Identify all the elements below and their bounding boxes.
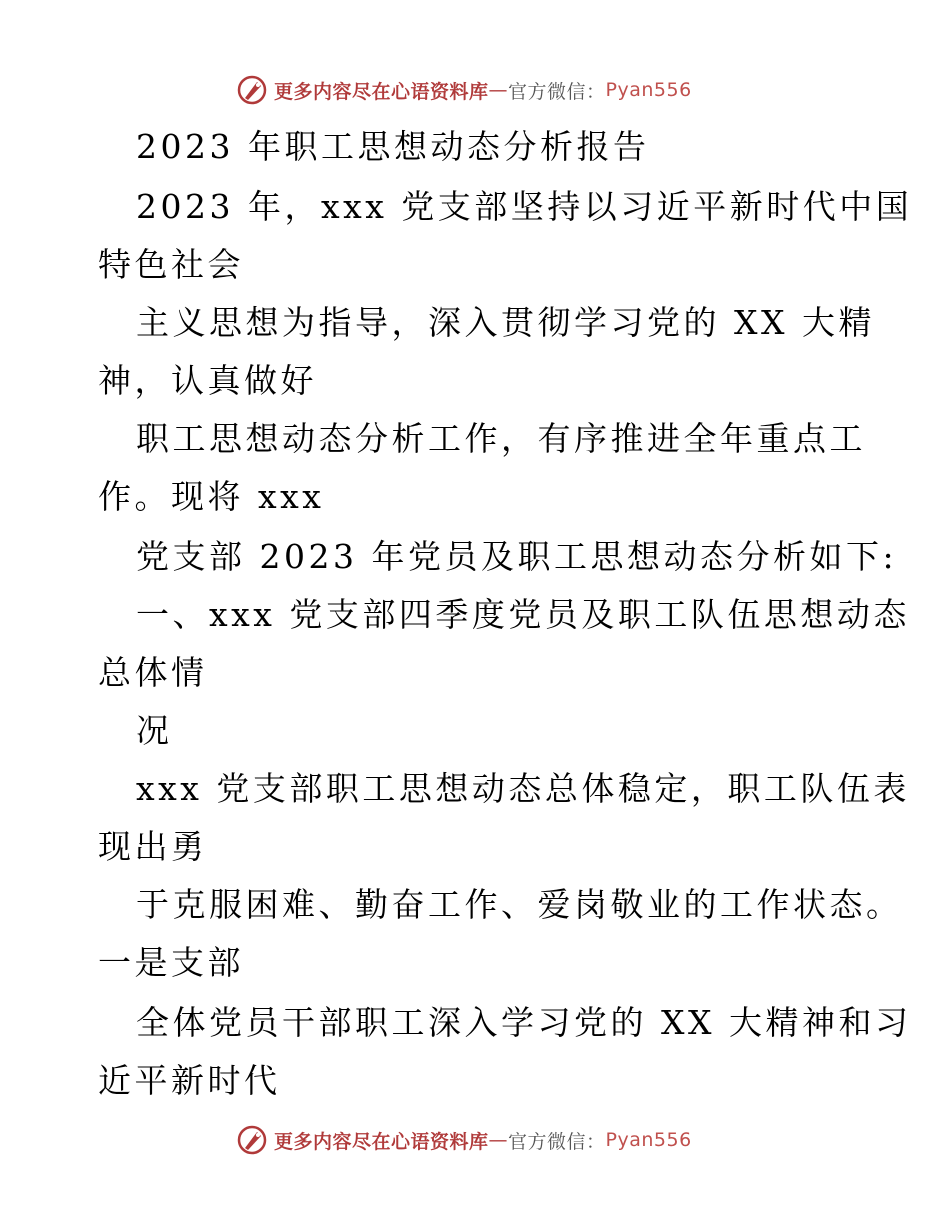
paragraph-line: 全体党员干部职工深入学习党的 XX 大精神和习 bbox=[136, 1003, 912, 1042]
section-heading: 一、xxx 党支部四季度党员及职工队伍思想动态 bbox=[136, 595, 910, 634]
paragraph-line: 神，认真做好 bbox=[98, 361, 317, 400]
paragraph-line: 于克服困难、勤奋工作、爱岗敬业的工作状态。 bbox=[136, 885, 903, 924]
pen-nib-logo-icon bbox=[236, 1124, 268, 1156]
paragraph-line: 一是支部 bbox=[98, 943, 244, 982]
banner-main-text: 更多内容尽在心语资料库 bbox=[274, 1130, 489, 1153]
paragraph-line: 作。现将 xxx bbox=[98, 477, 325, 516]
paragraph-line: 2023 年，xxx 党支部坚持以习近平新时代中国 bbox=[136, 187, 913, 226]
footer-banner bbox=[236, 1123, 692, 1157]
section-heading-continuation: 况 bbox=[136, 711, 173, 750]
paragraph-line: 现出勇 bbox=[98, 827, 208, 866]
banner-wechat-label: 官方微信： bbox=[508, 1130, 606, 1153]
document-title: 2023 年职工思想动态分析报告 bbox=[136, 127, 650, 166]
banner-dash: — bbox=[488, 1129, 509, 1151]
paragraph-line: xxx 党支部职工思想动态总体稳定，职工队伍表 bbox=[136, 769, 910, 808]
paragraph-line: 主义思想为指导，深入贯彻学习党的 XX 大精 bbox=[136, 303, 875, 342]
paragraph-line: 特色社会 bbox=[98, 245, 244, 284]
banner-wechat-id: Pyan556 bbox=[605, 79, 692, 101]
paragraph-line: 近平新时代 bbox=[98, 1061, 281, 1100]
paragraph-line: 党支部 2023 年党员及职工思想动态分析如下: bbox=[136, 537, 898, 576]
banner-dash: — bbox=[488, 79, 509, 101]
section-heading-continuation: 总体情 bbox=[98, 653, 208, 692]
banner-wechat-id: Pyan556 bbox=[605, 1129, 692, 1151]
banner-wechat-label: 官方微信： bbox=[508, 80, 606, 103]
paragraph-line: 职工思想动态分析工作，有序推进全年重点工 bbox=[136, 419, 866, 458]
header-banner bbox=[236, 73, 692, 107]
banner-main-text: 更多内容尽在心语资料库 bbox=[274, 80, 489, 103]
pen-nib-logo-icon bbox=[236, 74, 268, 106]
